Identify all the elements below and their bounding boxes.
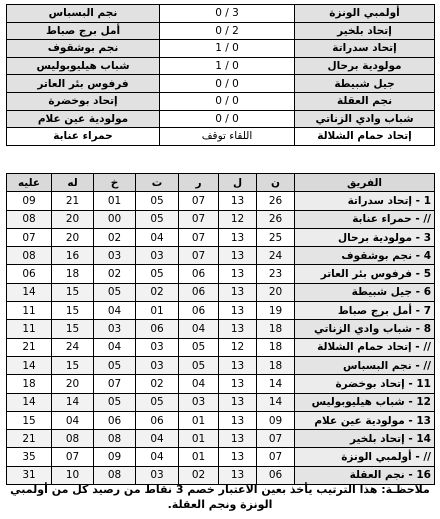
wins: 06 xyxy=(179,265,219,283)
draws: 05 xyxy=(136,265,179,283)
draws: 05 xyxy=(136,192,179,210)
match-score: اللقاء توقف xyxy=(160,128,295,146)
header-played: ل xyxy=(219,174,257,192)
match-score: 0 / 0 xyxy=(160,110,295,128)
played: 13 xyxy=(219,302,257,320)
points: 18 xyxy=(257,356,295,374)
result-row xyxy=(7,92,435,110)
goals-for: 15 xyxy=(52,320,94,338)
standings-header-row xyxy=(7,174,435,192)
points: 18 xyxy=(257,320,295,338)
standings-row xyxy=(7,192,435,210)
losses: 08 xyxy=(94,466,136,484)
points: 19 xyxy=(257,302,295,320)
losses: 02 xyxy=(94,265,136,283)
wins: 06 xyxy=(179,302,219,320)
standings-row xyxy=(7,247,435,265)
goals-against: 14 xyxy=(7,356,52,374)
played: 13 xyxy=(219,228,257,246)
team-name: // - حمراء عنابة xyxy=(295,210,435,228)
played: 13 xyxy=(219,265,257,283)
goals-for: 04 xyxy=(52,411,94,429)
goals-against: 18 xyxy=(7,375,52,393)
home-team: أولمبي الونزة xyxy=(295,5,435,23)
result-row xyxy=(7,128,435,146)
team-name: 12 - شباب هيليوبوليس xyxy=(295,393,435,411)
played: 13 xyxy=(219,411,257,429)
away-team: شباب هيليوبوليس xyxy=(7,57,160,75)
match-score: 0 / 0 xyxy=(160,92,295,110)
wins: 07 xyxy=(179,210,219,228)
draws: 03 xyxy=(136,338,179,356)
goals-for: 24 xyxy=(52,338,94,356)
standings-row xyxy=(7,283,435,301)
result-row xyxy=(7,57,435,75)
wins: 07 xyxy=(179,228,219,246)
played: 12 xyxy=(219,338,257,356)
team-name: 11 - إتحاد بوخضرة xyxy=(295,375,435,393)
header-team: الفريق xyxy=(295,174,435,192)
wins: 07 xyxy=(179,192,219,210)
points: 26 xyxy=(257,192,295,210)
goals-for: 10 xyxy=(52,466,94,484)
played: 13 xyxy=(219,283,257,301)
home-team: إتحاد بلخير xyxy=(295,22,435,40)
standings-row xyxy=(7,393,435,411)
away-team: حمراء عنابة xyxy=(7,128,160,146)
losses: 06 xyxy=(94,411,136,429)
wins: 01 xyxy=(179,448,219,466)
points: 07 xyxy=(257,448,295,466)
draws: 01 xyxy=(136,302,179,320)
goals-against: 09 xyxy=(7,192,52,210)
points: 26 xyxy=(257,210,295,228)
standings-row xyxy=(7,302,435,320)
played: 13 xyxy=(219,466,257,484)
match-score: 3 / 0 xyxy=(160,5,295,23)
points: 14 xyxy=(257,393,295,411)
team-name: 8 - شباب وادي الزناتي xyxy=(295,320,435,338)
points: 18 xyxy=(257,338,295,356)
header-losses: خ xyxy=(94,174,136,192)
team-name: 1 - إتحاد سدراتة xyxy=(295,192,435,210)
played: 13 xyxy=(219,320,257,338)
wins: 01 xyxy=(179,430,219,448)
wins: 05 xyxy=(179,338,219,356)
draws: 03 xyxy=(136,247,179,265)
played: 13 xyxy=(219,430,257,448)
header-goals-for: له xyxy=(52,174,94,192)
result-row xyxy=(7,22,435,40)
losses: 02 xyxy=(94,228,136,246)
result-row xyxy=(7,40,435,58)
goals-for: 07 xyxy=(52,448,94,466)
goals-against: 15 xyxy=(7,411,52,429)
draws: 05 xyxy=(136,210,179,228)
team-name: // - إتحاد حمام الشلالة xyxy=(295,338,435,356)
played: 13 xyxy=(219,448,257,466)
played: 12 xyxy=(219,210,257,228)
draws: 04 xyxy=(136,448,179,466)
goals-against: 06 xyxy=(7,265,52,283)
wins: 05 xyxy=(179,356,219,374)
team-name: 6 - جيل شبيطة xyxy=(295,283,435,301)
losses: 05 xyxy=(94,283,136,301)
header-goals-against: عليه xyxy=(7,174,52,192)
draws: 04 xyxy=(136,430,179,448)
losses: 08 xyxy=(94,430,136,448)
standings-row xyxy=(7,210,435,228)
wins: 01 xyxy=(179,411,219,429)
losses: 09 xyxy=(94,448,136,466)
goals-against: 21 xyxy=(7,338,52,356)
points: 25 xyxy=(257,228,295,246)
points: 07 xyxy=(257,430,295,448)
home-team: إتحاد حمام الشلالة xyxy=(295,128,435,146)
goals-for: 18 xyxy=(52,265,94,283)
standings-row xyxy=(7,320,435,338)
home-team: إتحاد سدراتة xyxy=(295,40,435,58)
draws: 04 xyxy=(136,228,179,246)
wins: 04 xyxy=(179,375,219,393)
league-standings-table xyxy=(6,173,435,485)
points: 20 xyxy=(257,283,295,301)
away-team: نجم بوشقوف xyxy=(7,40,160,58)
result-row xyxy=(7,5,435,23)
header-wins: ر xyxy=(179,174,219,192)
losses: 01 xyxy=(94,192,136,210)
wins: 07 xyxy=(179,247,219,265)
away-team: أمل برج صباط xyxy=(7,22,160,40)
team-name: 13 - مولودية عين علام xyxy=(295,411,435,429)
goals-for: 20 xyxy=(52,375,94,393)
wins: 03 xyxy=(179,393,219,411)
goals-for: 14 xyxy=(52,393,94,411)
team-name: 16 - نجم العقلة xyxy=(295,466,435,484)
played: 13 xyxy=(219,247,257,265)
points: 24 xyxy=(257,247,295,265)
standings-row xyxy=(7,375,435,393)
goals-for: 21 xyxy=(52,192,94,210)
goals-for: 20 xyxy=(52,228,94,246)
match-results-table xyxy=(6,4,435,146)
goals-against: 11 xyxy=(7,320,52,338)
away-team: إتحاد بوخضرة xyxy=(7,92,160,110)
losses: 04 xyxy=(94,302,136,320)
wins: 04 xyxy=(179,320,219,338)
goals-for: 15 xyxy=(52,302,94,320)
draws: 02 xyxy=(136,375,179,393)
points: 23 xyxy=(257,265,295,283)
played: 13 xyxy=(219,192,257,210)
goals-against: 21 xyxy=(7,430,52,448)
draws: 06 xyxy=(136,320,179,338)
standings-row xyxy=(7,228,435,246)
away-team: نجم البسباس xyxy=(7,5,160,23)
team-name: 5 - فرفوس بئر العاتر xyxy=(295,265,435,283)
standings-row xyxy=(7,448,435,466)
standings-row xyxy=(7,338,435,356)
result-row xyxy=(7,75,435,93)
home-team: جيل شبيطة xyxy=(295,75,435,93)
goals-for: 15 xyxy=(52,283,94,301)
goals-against: 35 xyxy=(7,448,52,466)
goals-for: 20 xyxy=(52,210,94,228)
goals-against: 31 xyxy=(7,466,52,484)
goals-against: 14 xyxy=(7,283,52,301)
wins: 06 xyxy=(179,283,219,301)
points: 14 xyxy=(257,375,295,393)
away-team: مولودية عين علام xyxy=(7,110,160,128)
played: 13 xyxy=(219,356,257,374)
team-name: 7 - أمل برج صباط xyxy=(295,302,435,320)
played: 13 xyxy=(219,393,257,411)
losses: 05 xyxy=(94,356,136,374)
losses: 03 xyxy=(94,247,136,265)
goals-against: 11 xyxy=(7,302,52,320)
wins: 02 xyxy=(179,466,219,484)
losses: 00 xyxy=(94,210,136,228)
match-score: 0 / 0 xyxy=(160,75,295,93)
header-draws: ت xyxy=(136,174,179,192)
goals-for: 08 xyxy=(52,430,94,448)
draws: 03 xyxy=(136,356,179,374)
team-name: 3 - مولودية برحال xyxy=(295,228,435,246)
goals-against: 07 xyxy=(7,228,52,246)
standings-row xyxy=(7,411,435,429)
away-team: فرفوس بئر العاتر xyxy=(7,75,160,93)
draws: 06 xyxy=(136,411,179,429)
standings-row xyxy=(7,430,435,448)
goals-against: 08 xyxy=(7,210,52,228)
home-team: نجم العقلة xyxy=(295,92,435,110)
team-name: 14 - إتحاد بلخير xyxy=(295,430,435,448)
draws: 02 xyxy=(136,283,179,301)
goals-for: 15 xyxy=(52,356,94,374)
match-score: 0 / 1 xyxy=(160,40,295,58)
draws: 03 xyxy=(136,466,179,484)
team-name: // - نجم البسباس xyxy=(295,356,435,374)
standings-note: ملاحظـة: هذا الترتيب يأخذ بعين الاعتبار خصم 3 نقاط من رصيد كل من أولمبي الونزة ونجم العقلة. xyxy=(10,483,430,511)
home-team: مولودية برحال xyxy=(295,57,435,75)
team-name: 4 - نجم بوشقوف xyxy=(295,247,435,265)
match-score: 0 / 1 xyxy=(160,57,295,75)
played: 13 xyxy=(219,375,257,393)
standings-row xyxy=(7,356,435,374)
draws: 05 xyxy=(136,393,179,411)
result-row xyxy=(7,110,435,128)
losses: 04 xyxy=(94,338,136,356)
team-name: // - أولمبي الونزة xyxy=(295,448,435,466)
points: 06 xyxy=(257,466,295,484)
losses: 05 xyxy=(94,393,136,411)
standings-row xyxy=(7,265,435,283)
goals-against: 08 xyxy=(7,247,52,265)
match-score: 2 / 0 xyxy=(160,22,295,40)
points: 09 xyxy=(257,411,295,429)
losses: 07 xyxy=(94,375,136,393)
losses: 03 xyxy=(94,320,136,338)
goals-against: 14 xyxy=(7,393,52,411)
goals-for: 16 xyxy=(52,247,94,265)
header-points: ن xyxy=(257,174,295,192)
home-team: شباب وادي الزناتي xyxy=(295,110,435,128)
